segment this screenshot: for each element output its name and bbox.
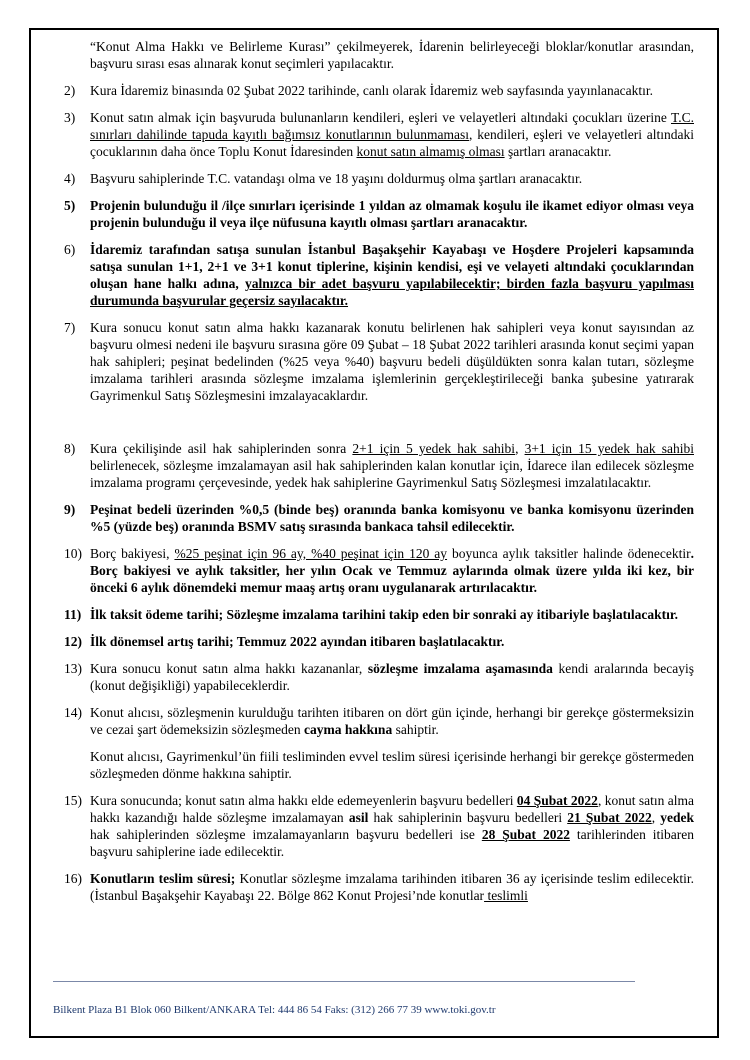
clause-text-segment: asil xyxy=(348,810,369,825)
clause-text xyxy=(90,170,694,187)
clause-item xyxy=(64,545,694,596)
clause-item xyxy=(64,82,694,99)
clause-text-segment: yedek xyxy=(660,810,695,825)
clause-text-segment: boyunca aylık taksitler halinde ödenecektir xyxy=(447,546,691,561)
clause-text-segment: hak sahiplerinin başvuru bedelleri xyxy=(368,810,568,825)
clause-text-segment: tarihlerinden itibaren başvuru sahiplerine iade edilecektir. xyxy=(90,827,694,859)
clause-text xyxy=(90,501,694,535)
clause-number: 6) xyxy=(64,242,76,257)
clause-text-segment: 21 Şubat 2022 xyxy=(567,810,652,825)
clause-item xyxy=(64,704,694,782)
clause-number: 2) xyxy=(64,83,76,98)
clause-number: 14) xyxy=(64,705,82,720)
clause-number: 16) xyxy=(64,871,82,886)
clause-text xyxy=(90,792,694,860)
clause-text-segment: Kura sonucunda; konut satın alma hakkı elde edemeyenlerin başvuru bedelleri xyxy=(90,793,517,808)
clause-number: 12) xyxy=(64,634,82,649)
section-spacer xyxy=(64,414,694,440)
clause-text-segment: Başvuru sahiplerinde T.C. vatandaşı olma ve 18 yaşını doldurmuş olma şartları aranacaktır. xyxy=(90,171,583,186)
clause-text-segment: Kura İdaremiz binasında 02 Şubat 2022 tarihinde, canlı olarak İdaremiz web sayfasında yayınlanacaktır. xyxy=(90,83,654,98)
clause-text-segment: Projenin bulunduğu il /ilçe sınırları içerisinde 1 yıldan az olmamak koşulu ile ikamet ediyor olması veya projenin bulunduğu il veya ilçe nüfusuna kayıtlı olması şartları aranacaktır. xyxy=(90,198,694,230)
clause-continuation: Konut alıcısı, Gayrimenkul’ün fiili tesliminden evvel teslim süresi içerisinde herhangi bir gerekçe göstermeden sözleşmeden dönme hakkına sahiptir. xyxy=(90,749,694,781)
clause-number: 15) xyxy=(64,793,82,808)
clause-text-segment: T.C. sınırları dahilinde tapuda kayıtlı bağımsız konutlarının bulunmaması xyxy=(90,110,694,142)
clause-text xyxy=(90,704,694,738)
clause-text-segment: 3+1 için 15 yedek hak sahibi xyxy=(524,441,694,456)
clause-text-segment: cayma hakkına xyxy=(304,722,393,737)
clause-text-segment: %25 peşinat için 96 ay, %40 peşinat için 120 ay xyxy=(174,546,448,561)
clause-text-segment: teslimli xyxy=(484,888,528,903)
clause-text-segment: İdaremiz tarafından satışa sunulan İstanbul Başakşehir Kayabaşı ve Hoşdere Projeleri kapsamında satışa sunulan 1+1, 2+1 ve 3+1 konut tiplerine, kişinin kendisi, eşi ve velayeti altındaki çocuklarından oluşan hane halkı adına, xyxy=(90,242,694,291)
clause-text-segment: 28 Şubat 2022 xyxy=(481,827,570,842)
clause-text-segment: , xyxy=(515,441,525,456)
clause-text-segment: konut satın almamış olması xyxy=(356,144,505,159)
clause-text-segment: kendi aralarında becayiş (konut değişikliği) yapabileceklerdir. xyxy=(90,661,695,693)
clause-number: 13) xyxy=(64,661,82,676)
clause-text-segment: . Borç bakiyesi ve aylık taksitler, her yılın Ocak ve Temmuz aylarında olmak üzere yılda iki kez, bir önceki 6 aylık dönemdeki memur maaş artış oranı uygulanarak artırılacaktır. xyxy=(90,546,694,595)
clause-text xyxy=(90,241,694,309)
document-page xyxy=(29,28,719,1038)
clause-item xyxy=(64,792,694,860)
clause-text-segment: hak sahiplerinden sözleşme imzalamayanların başvuru bedelleri ise xyxy=(90,827,482,842)
clause-item xyxy=(64,606,694,623)
clause-text xyxy=(90,109,694,160)
clause-number: 11) xyxy=(64,607,82,622)
clause-text-segment: , xyxy=(651,810,661,825)
clause-text-segment: Kura çekilişinde asil hak sahiplerinden sonra xyxy=(90,441,353,456)
clause-text-segment: Borç bakiyesi, xyxy=(90,546,175,561)
clause-item xyxy=(64,660,694,694)
clause-number: 10) xyxy=(64,546,82,561)
clause-text-segment: 2+1 için 5 yedek hak sahibi xyxy=(352,441,516,456)
clause-text-segment: İlk dönemsel artış tarihi; Temmuz 2022 ayından itibaren başlatılacaktır. xyxy=(90,634,505,649)
clause-number: 3) xyxy=(64,110,76,125)
clause-text-segment: Kura sonucu konut satın alma hakkı kazanarak konutu belirlenen hak sahipleri veya konut sayısından az başvuru olmesi nedeni ile başvuru sırasına göre 09 Şubat – 18 Şubat 2022 tarihleri arasında konut seçimi yapan hak sahipleri; peşinat bedelinden (%25 veya %40) başvuru bedeli düşüldükten sonra kalan tutarı, sözleşme imzalama tarihleri arasında sözleşme imzalama işlemlerinin gerçekleştirileceği banka şubesine yatırarak Gayrimenkul Satış Sözleşmesini imzalayacaklardır. xyxy=(90,320,694,403)
clause-text-segment: yalnızca bir adet başvuru yapılabilecektir; birden fazla başvuru yapılması durumunda başvurular geçersiz sayılacaktır. xyxy=(90,276,694,308)
clause-item xyxy=(64,870,694,904)
clause-text xyxy=(90,82,694,99)
clause-text-segment: belirlenecek, sözleşme imzalamayan asil hak sahiplerinden kalan konutlar için, İdarece ilan edilecek sözleşme imzalama programı çerçevesinde, yedek hak sahiplerine Gayrimenkul Satış Sözleşmesi imzalatılacaktır. xyxy=(90,458,694,490)
clause-text xyxy=(90,870,694,904)
clause-item xyxy=(64,501,694,535)
clause-number: 7) xyxy=(64,320,76,335)
clause-text-segment: 04 Şubat 2022 xyxy=(516,793,598,808)
intro-paragraph: “Konut Alma Hakkı ve Belirleme Kurası” çekilmeyerek, İdarenin belirleyeceği bloklar/konutlar arasından, başvuru sırası esas alınarak konut seçimleri yapılacaktır. xyxy=(90,39,694,71)
clause-item xyxy=(64,440,694,491)
clause-text xyxy=(90,545,694,596)
clause-text-segment: , kendileri, eşleri ve velayetleri altındaki çocuklarının daha önce Toplu Konut İdaresinden xyxy=(90,127,694,159)
clause-text-segment: sahiptir. xyxy=(392,722,439,737)
clause-text-segment: sözleşme imzalama aşamasında xyxy=(367,661,553,676)
clause-item xyxy=(64,170,694,187)
clause-number: 5) xyxy=(64,198,76,213)
clause-text-segment: Konutların teslim süresi; xyxy=(90,871,236,886)
clause-text xyxy=(90,633,694,650)
clause-text xyxy=(90,660,694,694)
clause-number: 9) xyxy=(64,502,76,517)
footer-divider xyxy=(53,981,635,982)
clause-item xyxy=(64,197,694,231)
clause-text xyxy=(90,319,694,404)
clause-text-segment: Kura sonucu konut satın alma hakkı kazananlar, xyxy=(90,661,368,676)
clause-text-segment: Peşinat bedeli üzerinden %0,5 (binde beş) oranında banka komisyonu ve banka komisyonu üzerinden %5 (yüzde beş) oranında BSMV satış sırasında bankaca tahsil edilecektir. xyxy=(90,502,694,534)
clause-item xyxy=(64,109,694,160)
clause-text-segment: , konut satın alma hakkı kazandığı halde sözleşme imzalamayan xyxy=(90,793,694,825)
document-body xyxy=(64,38,694,914)
clause-item xyxy=(64,319,694,404)
clause-text-segment: Konut satın almak için başvuruda bulunanların kendileri, eşleri ve velayetleri altındaki çocukları üzerine xyxy=(90,110,671,125)
clause-text xyxy=(90,197,694,231)
clause-list xyxy=(64,82,694,904)
footer-address: Bilkent Plaza B1 Blok 060 Bilkent/ANKARA Tel: 444 86 54 Faks: (312) 266 77 39 www.toki.gov.tr xyxy=(53,1004,496,1016)
clause-number: 8) xyxy=(64,441,76,456)
clause-text-segment: İlk taksit ödeme tarihi; Sözleşme imzalama tarihini takip eden bir sonraki ay itibariyle başlatılacaktır. xyxy=(90,607,679,622)
clause-text-segment: şartları aranacaktır. xyxy=(504,144,612,159)
clause-text-segment: Konut alıcısı, sözleşmenin kurulduğu tarihten itibaren on dört gün içinde, herhangi bir gerekçe göstermeksizin ve cezai şart ödemeksizin sözleşmeden xyxy=(90,705,694,737)
clause-text xyxy=(90,440,694,491)
clause-item xyxy=(64,633,694,650)
clause-number: 4) xyxy=(64,171,76,186)
clause-item xyxy=(64,241,694,309)
clause-text-segment: Konutlar sözleşme imzalama tarihinden itibaren 36 ay içerisinde teslim edilecektir. (İstanbul Başakşehir Kayabaşı 22. Bölge 862 Konut Projesi’nde konutlar xyxy=(90,871,694,903)
clause-text xyxy=(90,606,694,623)
